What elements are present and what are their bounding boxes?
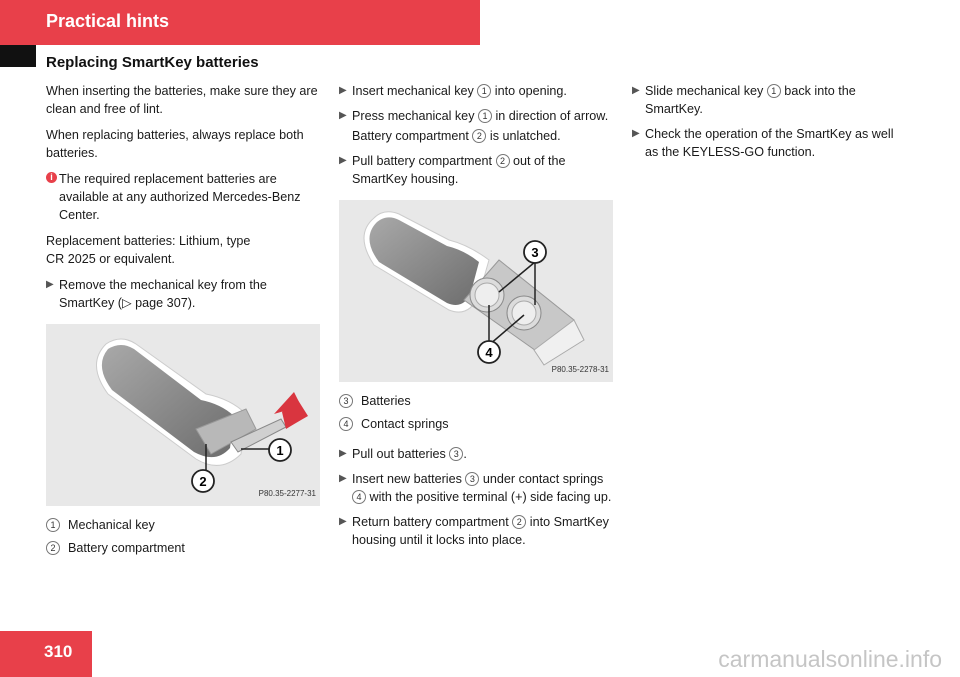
callout-number: 2 [496,154,510,168]
step [339,470,615,506]
step-text: under contact springs [479,472,604,486]
callout-number: 2 [472,129,486,143]
callout-number: 3 [449,447,463,461]
figure-label-4: 4 [485,345,493,360]
bullet-arrow-icon: ▶ [339,85,347,96]
figure-label-2: 2 [199,474,207,489]
step-text: is unlatched. [486,129,561,143]
step-text: Slide mechanical key [645,84,767,98]
info-text: The required replacement batteries are available at any authorized Mercedes-Benz Center. [59,172,301,222]
paragraph [46,232,324,268]
page-number-box [0,631,92,677]
figure-smartkey-batteries [339,200,613,382]
bullet-arrow-icon: ▶ [339,448,347,459]
legend-text: Contact springs [361,417,449,431]
step-text: Insert new batteries [352,472,466,486]
section-title: Replacing SmartKey batteries [46,54,259,71]
bullet-arrow-icon: ▶ [632,85,640,96]
paragraph-line: CR 2025 or equivalent. [46,252,175,266]
step-text: Battery compartment [352,129,473,143]
legend-text: Mechanical key [68,518,155,532]
figure-label-1: 1 [276,443,284,458]
info-note [46,170,324,224]
bullet-arrow-icon: ▶ [339,110,347,121]
page-number: 310 [44,642,73,661]
step-text: back into the SmartKey. [645,84,856,116]
step [339,107,615,125]
figure-label-3: 3 [531,245,539,260]
callout-number: 1 [477,84,491,98]
page-ref-arrow-icon: ▷ [121,296,132,310]
watermark: carmanualsonline.info [718,646,942,672]
callout-number: 2 [512,515,526,529]
step [339,513,615,549]
callout-number: 1 [46,518,60,532]
figure-code: P80.35-2277-31 [258,489,316,498]
callout-number: 2 [46,541,60,555]
step [339,152,615,188]
header-title: Practical hints [46,11,170,31]
bullet-arrow-icon: ▶ [632,128,640,139]
callout-number: 1 [767,84,781,98]
smartkey-illustration-1 [46,324,320,506]
step-text: into SmartKey housing until it locks into place. [352,515,609,547]
step-text: out of the SmartKey housing. [352,154,566,186]
step-text: . [463,447,467,461]
step-text: Press mechanical key [352,109,478,123]
callout-number: 1 [478,109,492,123]
smartkey-illustration-2 [339,200,613,382]
step-text: Insert mechanical key [352,84,478,98]
paragraph-line: Replacement batteries: Lithium, type [46,234,251,248]
step-result [339,127,615,145]
column-1 [46,82,324,562]
step-text: Pull battery compartment [352,154,496,168]
bullet-arrow-icon: ▶ [339,155,347,166]
legend-text: Battery compartment [68,541,185,555]
legend-text: Batteries [361,394,411,408]
step [632,82,902,118]
step [632,125,902,161]
step [339,445,615,463]
page-reference-link[interactable]: page 307). [131,296,196,310]
section-marker [0,45,36,67]
step [339,82,615,100]
step-text: with the positive terminal (+) side facing up. [366,490,612,504]
paragraph: When replacing batteries, always replace both batteries. [46,128,304,160]
header-bar [0,0,480,45]
legend-item [46,539,324,557]
column-2 [339,82,615,556]
callout-number: 3 [465,472,479,486]
callout-number: 3 [339,394,353,408]
bullet-arrow-icon: ▶ [46,279,54,290]
legend-item [46,516,324,534]
figure-code: P80.35-2278-31 [551,365,609,374]
step-text: into opening. [491,84,567,98]
step-text: in direction of arrow. [492,109,609,123]
bullet-arrow-icon: ▶ [339,516,347,527]
step-text: Return battery compartment [352,515,513,529]
column-3 [632,82,902,168]
bullet-arrow-icon: ▶ [339,473,347,484]
callout-number: 4 [339,417,353,431]
callout-number: 4 [352,490,366,504]
paragraph: When inserting the batteries, make sure they are clean and free of lint. [46,84,318,116]
legend-item [339,392,615,410]
figure-smartkey-key [46,324,320,506]
legend-item [339,415,615,433]
step [46,276,324,312]
step-text: Check the operation of the SmartKey as well as the KEYLESS-GO function. [645,127,894,159]
step-text: Remove the mechanical key from the SmartKey ( [59,278,267,310]
info-icon: i [46,172,57,183]
step-text: Pull out batteries [352,447,450,461]
